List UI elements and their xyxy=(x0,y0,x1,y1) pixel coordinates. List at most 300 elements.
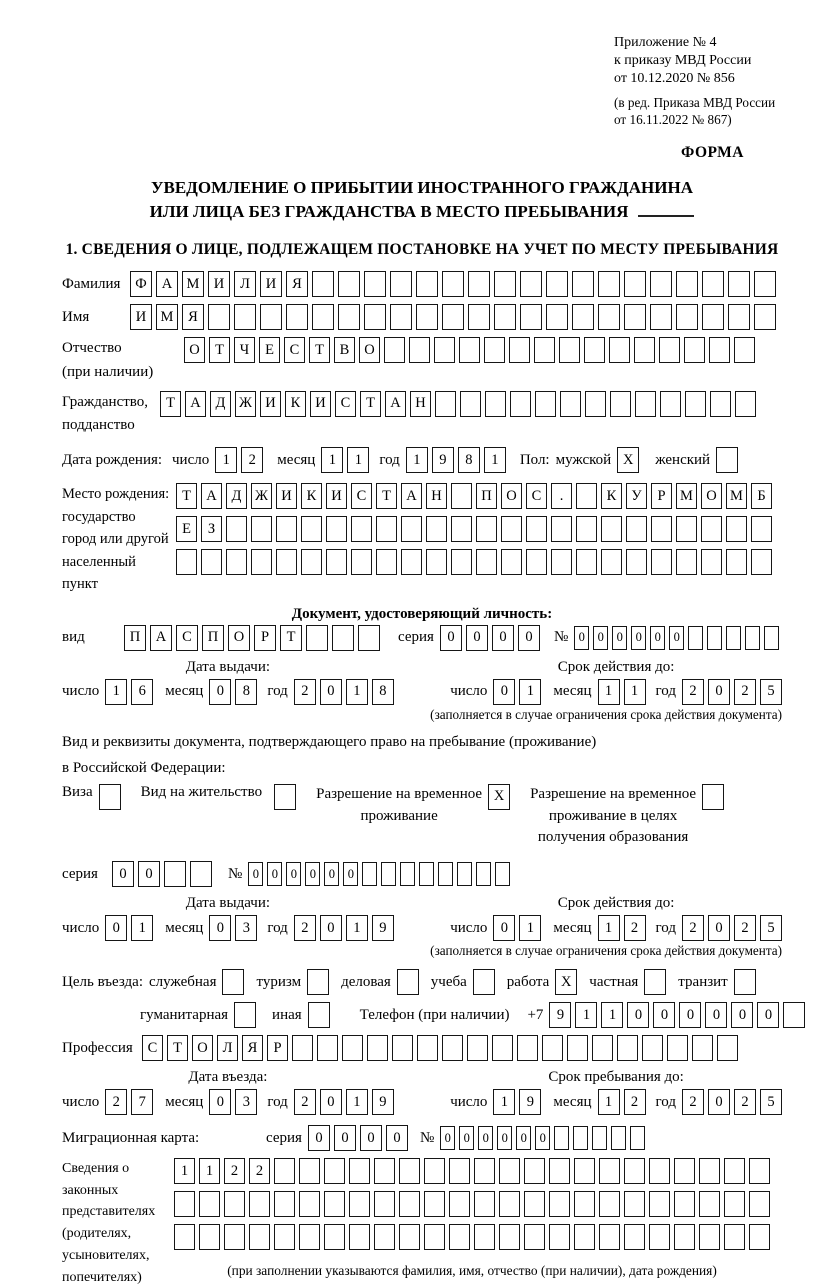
char-cell[interactable]: Т xyxy=(376,483,397,509)
permit-series-cells[interactable] xyxy=(112,861,212,887)
char-cell[interactable]: А xyxy=(401,483,422,509)
char-cell[interactable]: К xyxy=(285,391,306,417)
surname-cells[interactable] xyxy=(130,271,776,297)
char-cell[interactable] xyxy=(364,304,386,330)
char-cell[interactable]: А xyxy=(201,483,222,509)
char-cell[interactable]: 1 xyxy=(598,1089,620,1115)
char-cell[interactable] xyxy=(332,625,354,651)
char-cell[interactable]: В xyxy=(334,337,355,363)
char-cell[interactable] xyxy=(520,304,542,330)
char-cell[interactable] xyxy=(749,1158,770,1184)
char-cell[interactable] xyxy=(676,304,698,330)
char-cell[interactable]: И xyxy=(130,304,152,330)
char-cell[interactable] xyxy=(401,549,422,575)
char-cell[interactable] xyxy=(474,1158,495,1184)
char-cell[interactable] xyxy=(559,337,580,363)
char-cell[interactable] xyxy=(364,271,386,297)
char-cell[interactable] xyxy=(692,1035,713,1061)
char-cell[interactable]: Т xyxy=(360,391,381,417)
migration-number-cells[interactable] xyxy=(440,1126,645,1150)
char-cell[interactable] xyxy=(324,1158,345,1184)
char-cell[interactable] xyxy=(392,1035,413,1061)
char-cell[interactable]: Б xyxy=(751,483,772,509)
char-cell[interactable] xyxy=(399,1224,420,1250)
permit-number-cells[interactable] xyxy=(248,862,510,886)
char-cell[interactable] xyxy=(599,1224,620,1250)
char-cell[interactable] xyxy=(592,1126,607,1150)
char-cell[interactable]: И xyxy=(276,483,297,509)
char-cell[interactable]: О xyxy=(192,1035,213,1061)
birth-day-cells[interactable] xyxy=(215,447,263,473)
birthplace-cells-row3[interactable] xyxy=(176,549,772,575)
char-cell[interactable] xyxy=(390,271,412,297)
char-cell[interactable]: С xyxy=(284,337,305,363)
doc-number-cells[interactable] xyxy=(574,626,779,650)
char-cell[interactable] xyxy=(520,271,542,297)
visa-checkbox[interactable] xyxy=(99,784,121,810)
char-cell[interactable]: 0 xyxy=(679,1002,701,1028)
char-cell[interactable]: 2 xyxy=(682,679,704,705)
char-cell[interactable] xyxy=(674,1224,695,1250)
char-cell[interactable]: 0 xyxy=(267,862,282,886)
char-cell[interactable] xyxy=(301,516,322,542)
char-cell[interactable] xyxy=(624,1158,645,1184)
birth-month-cells[interactable] xyxy=(321,447,369,473)
char-cell[interactable] xyxy=(451,516,472,542)
birthplace-cells-row1[interactable] xyxy=(176,483,772,509)
char-cell[interactable] xyxy=(324,1224,345,1250)
char-cell[interactable] xyxy=(460,391,481,417)
char-cell[interactable]: Н xyxy=(426,483,447,509)
char-cell[interactable] xyxy=(726,549,747,575)
char-cell[interactable]: 0 xyxy=(492,625,514,651)
permit-issue-year-cells[interactable] xyxy=(294,915,394,941)
char-cell[interactable] xyxy=(451,483,472,509)
char-cell[interactable] xyxy=(551,549,572,575)
char-cell[interactable] xyxy=(276,516,297,542)
char-cell[interactable] xyxy=(424,1191,445,1217)
char-cell[interactable]: 1 xyxy=(346,679,368,705)
char-cell[interactable]: 0 xyxy=(343,862,358,886)
char-cell[interactable] xyxy=(226,516,247,542)
char-cell[interactable]: С xyxy=(526,483,547,509)
char-cell[interactable] xyxy=(292,1035,313,1061)
char-cell[interactable]: 5 xyxy=(760,1089,782,1115)
char-cell[interactable] xyxy=(390,304,412,330)
char-cell[interactable] xyxy=(724,1191,745,1217)
char-cell[interactable]: 2 xyxy=(249,1158,270,1184)
doc-issue-year-cells[interactable] xyxy=(294,679,394,705)
char-cell[interactable] xyxy=(424,1158,445,1184)
char-cell[interactable] xyxy=(342,1035,363,1061)
char-cell[interactable] xyxy=(400,862,415,886)
char-cell[interactable] xyxy=(611,1126,626,1150)
doc-valid-month-cells[interactable] xyxy=(598,679,646,705)
char-cell[interactable] xyxy=(717,1035,738,1061)
char-cell[interactable] xyxy=(601,549,622,575)
char-cell[interactable]: 2 xyxy=(734,915,756,941)
char-cell[interactable] xyxy=(451,549,472,575)
char-cell[interactable]: 0 xyxy=(440,625,462,651)
char-cell[interactable]: 0 xyxy=(360,1125,382,1151)
char-cell[interactable] xyxy=(726,516,747,542)
char-cell[interactable]: 0 xyxy=(593,626,608,650)
char-cell[interactable]: К xyxy=(301,483,322,509)
char-cell[interactable] xyxy=(649,1224,670,1250)
char-cell[interactable] xyxy=(426,516,447,542)
char-cell[interactable]: 0 xyxy=(466,625,488,651)
char-cell[interactable]: 0 xyxy=(209,1089,231,1115)
char-cell[interactable]: Т xyxy=(176,483,197,509)
char-cell[interactable] xyxy=(474,1191,495,1217)
char-cell[interactable]: Я xyxy=(242,1035,263,1061)
permit-issue-day-cells[interactable] xyxy=(105,915,153,941)
char-cell[interactable]: С xyxy=(176,625,198,651)
char-cell[interactable] xyxy=(251,549,272,575)
char-cell[interactable]: 2 xyxy=(734,679,756,705)
char-cell[interactable]: 8 xyxy=(372,679,394,705)
stay-month-cells[interactable] xyxy=(598,1089,646,1115)
char-cell[interactable] xyxy=(468,304,490,330)
char-cell[interactable] xyxy=(299,1224,320,1250)
char-cell[interactable] xyxy=(494,304,516,330)
char-cell[interactable] xyxy=(274,1191,295,1217)
char-cell[interactable] xyxy=(409,337,430,363)
char-cell[interactable]: 0 xyxy=(516,1126,531,1150)
char-cell[interactable] xyxy=(426,549,447,575)
char-cell[interactable]: 0 xyxy=(669,626,684,650)
char-cell[interactable]: 8 xyxy=(458,447,480,473)
char-cell[interactable] xyxy=(524,1158,545,1184)
char-cell[interactable] xyxy=(650,271,672,297)
char-cell[interactable] xyxy=(701,516,722,542)
char-cell[interactable]: 2 xyxy=(624,1089,646,1115)
char-cell[interactable]: 0 xyxy=(705,1002,727,1028)
char-cell[interactable] xyxy=(526,549,547,575)
char-cell[interactable]: О xyxy=(701,483,722,509)
char-cell[interactable]: Ч xyxy=(234,337,255,363)
char-cell[interactable]: М xyxy=(726,483,747,509)
char-cell[interactable] xyxy=(534,337,555,363)
char-cell[interactable]: 9 xyxy=(519,1089,541,1115)
char-cell[interactable]: К xyxy=(601,483,622,509)
char-cell[interactable] xyxy=(702,271,724,297)
migration-series-cells[interactable] xyxy=(308,1125,408,1151)
char-cell[interactable] xyxy=(685,391,706,417)
char-cell[interactable] xyxy=(338,271,360,297)
char-cell[interactable] xyxy=(435,391,456,417)
char-cell[interactable]: 0 xyxy=(731,1002,753,1028)
char-cell[interactable]: 2 xyxy=(241,447,263,473)
char-cell[interactable] xyxy=(572,271,594,297)
purpose-other-checkbox[interactable] xyxy=(308,1002,330,1028)
char-cell[interactable] xyxy=(299,1191,320,1217)
char-cell[interactable]: П xyxy=(476,483,497,509)
char-cell[interactable] xyxy=(251,516,272,542)
char-cell[interactable]: 1 xyxy=(519,679,541,705)
char-cell[interactable] xyxy=(384,337,405,363)
char-cell[interactable]: Я xyxy=(286,271,308,297)
entry-month-cells[interactable] xyxy=(209,1089,257,1115)
char-cell[interactable] xyxy=(572,304,594,330)
char-cell[interactable] xyxy=(551,516,572,542)
char-cell[interactable]: 9 xyxy=(372,915,394,941)
char-cell[interactable] xyxy=(286,304,308,330)
char-cell[interactable] xyxy=(524,1224,545,1250)
char-cell[interactable] xyxy=(399,1158,420,1184)
char-cell[interactable] xyxy=(501,549,522,575)
char-cell[interactable] xyxy=(749,1191,770,1217)
char-cell[interactable]: Т xyxy=(309,337,330,363)
char-cell[interactable] xyxy=(449,1224,470,1250)
char-cell[interactable] xyxy=(174,1191,195,1217)
char-cell[interactable] xyxy=(349,1158,370,1184)
char-cell[interactable]: 2 xyxy=(294,1089,316,1115)
char-cell[interactable] xyxy=(599,1158,620,1184)
char-cell[interactable] xyxy=(416,271,438,297)
char-cell[interactable] xyxy=(649,1191,670,1217)
char-cell[interactable]: 5 xyxy=(760,915,782,941)
char-cell[interactable] xyxy=(234,304,256,330)
char-cell[interactable] xyxy=(208,304,230,330)
char-cell[interactable] xyxy=(724,1224,745,1250)
char-cell[interactable]: 0 xyxy=(386,1125,408,1151)
char-cell[interactable]: 2 xyxy=(294,679,316,705)
char-cell[interactable] xyxy=(249,1191,270,1217)
char-cell[interactable] xyxy=(326,516,347,542)
char-cell[interactable]: 0 xyxy=(248,862,263,886)
char-cell[interactable]: Р xyxy=(254,625,276,651)
char-cell[interactable] xyxy=(573,1126,588,1150)
char-cell[interactable] xyxy=(367,1035,388,1061)
char-cell[interactable] xyxy=(651,516,672,542)
char-cell[interactable]: 0 xyxy=(518,625,540,651)
char-cell[interactable] xyxy=(164,861,186,887)
char-cell[interactable] xyxy=(751,549,772,575)
char-cell[interactable] xyxy=(274,1224,295,1250)
char-cell[interactable]: 0 xyxy=(305,862,320,886)
char-cell[interactable] xyxy=(351,549,372,575)
char-cell[interactable]: С xyxy=(142,1035,163,1061)
doc-valid-year-cells[interactable] xyxy=(682,679,782,705)
char-cell[interactable]: А xyxy=(156,271,178,297)
char-cell[interactable] xyxy=(598,304,620,330)
patronymic-cells[interactable] xyxy=(184,337,755,363)
temp-residence-checkbox[interactable]: X xyxy=(488,784,510,810)
char-cell[interactable] xyxy=(176,549,197,575)
char-cell[interactable] xyxy=(517,1035,538,1061)
char-cell[interactable] xyxy=(338,304,360,330)
char-cell[interactable]: 1 xyxy=(519,915,541,941)
char-cell[interactable]: 1 xyxy=(321,447,343,473)
female-checkbox[interactable] xyxy=(716,447,738,473)
char-cell[interactable] xyxy=(434,337,455,363)
char-cell[interactable]: 8 xyxy=(235,679,257,705)
char-cell[interactable]: Ж xyxy=(235,391,256,417)
char-cell[interactable] xyxy=(374,1191,395,1217)
char-cell[interactable]: У xyxy=(626,483,647,509)
char-cell[interactable] xyxy=(492,1035,513,1061)
char-cell[interactable]: 0 xyxy=(708,1089,730,1115)
char-cell[interactable] xyxy=(576,516,597,542)
char-cell[interactable] xyxy=(560,391,581,417)
char-cell[interactable] xyxy=(226,549,247,575)
char-cell[interactable]: 0 xyxy=(757,1002,779,1028)
char-cell[interactable] xyxy=(499,1191,520,1217)
char-cell[interactable] xyxy=(688,626,703,650)
char-cell[interactable] xyxy=(707,626,722,650)
char-cell[interactable] xyxy=(610,391,631,417)
purpose-transit-checkbox[interactable] xyxy=(734,969,756,995)
char-cell[interactable] xyxy=(676,271,698,297)
representatives-cells-row3[interactable] xyxy=(174,1224,770,1250)
char-cell[interactable]: 1 xyxy=(174,1158,195,1184)
char-cell[interactable]: С xyxy=(351,483,372,509)
char-cell[interactable]: 0 xyxy=(653,1002,675,1028)
profession-cells[interactable] xyxy=(142,1035,738,1061)
char-cell[interactable] xyxy=(549,1158,570,1184)
char-cell[interactable]: Я xyxy=(182,304,204,330)
char-cell[interactable] xyxy=(509,337,530,363)
char-cell[interactable] xyxy=(751,516,772,542)
char-cell[interactable] xyxy=(576,549,597,575)
char-cell[interactable] xyxy=(535,391,556,417)
temp-residence-education-checkbox[interactable] xyxy=(702,784,724,810)
char-cell[interactable] xyxy=(546,271,568,297)
char-cell[interactable] xyxy=(459,337,480,363)
char-cell[interactable] xyxy=(585,391,606,417)
char-cell[interactable] xyxy=(501,516,522,542)
char-cell[interactable]: 1 xyxy=(601,1002,623,1028)
char-cell[interactable]: 1 xyxy=(131,915,153,941)
char-cell[interactable] xyxy=(574,1191,595,1217)
char-cell[interactable] xyxy=(726,626,741,650)
char-cell[interactable]: Н xyxy=(410,391,431,417)
char-cell[interactable]: 0 xyxy=(708,915,730,941)
char-cell[interactable] xyxy=(381,862,396,886)
permit-issue-month-cells[interactable] xyxy=(209,915,257,941)
char-cell[interactable]: 3 xyxy=(235,915,257,941)
char-cell[interactable] xyxy=(524,1191,545,1217)
permit-valid-day-cells[interactable] xyxy=(493,915,541,941)
char-cell[interactable] xyxy=(702,304,724,330)
char-cell[interactable]: И xyxy=(260,271,282,297)
birthplace-cells-row2[interactable] xyxy=(176,516,772,542)
entry-day-cells[interactable] xyxy=(105,1089,153,1115)
char-cell[interactable] xyxy=(174,1224,195,1250)
char-cell[interactable] xyxy=(351,516,372,542)
doc-series-cells[interactable] xyxy=(440,625,540,651)
char-cell[interactable]: 1 xyxy=(484,447,506,473)
char-cell[interactable] xyxy=(754,304,776,330)
char-cell[interactable] xyxy=(676,516,697,542)
char-cell[interactable] xyxy=(626,516,647,542)
char-cell[interactable] xyxy=(201,549,222,575)
char-cell[interactable] xyxy=(630,1126,645,1150)
char-cell[interactable]: Р xyxy=(267,1035,288,1061)
char-cell[interactable] xyxy=(449,1158,470,1184)
permit-valid-year-cells[interactable] xyxy=(682,915,782,941)
char-cell[interactable] xyxy=(699,1224,720,1250)
char-cell[interactable] xyxy=(274,1158,295,1184)
char-cell[interactable] xyxy=(659,337,680,363)
stay-day-cells[interactable] xyxy=(493,1089,541,1115)
char-cell[interactable]: 0 xyxy=(320,679,342,705)
char-cell[interactable]: . xyxy=(551,483,572,509)
char-cell[interactable] xyxy=(674,1158,695,1184)
char-cell[interactable] xyxy=(190,861,212,887)
char-cell[interactable]: 1 xyxy=(347,447,369,473)
char-cell[interactable]: П xyxy=(202,625,224,651)
char-cell[interactable] xyxy=(554,1126,569,1150)
char-cell[interactable] xyxy=(576,483,597,509)
char-cell[interactable]: 0 xyxy=(308,1125,330,1151)
doc-type-cells[interactable] xyxy=(124,625,380,651)
char-cell[interactable]: М xyxy=(156,304,178,330)
char-cell[interactable]: 0 xyxy=(334,1125,356,1151)
char-cell[interactable] xyxy=(764,626,779,650)
char-cell[interactable] xyxy=(724,1158,745,1184)
char-cell[interactable] xyxy=(276,549,297,575)
char-cell[interactable] xyxy=(476,549,497,575)
char-cell[interactable]: Л xyxy=(217,1035,238,1061)
char-cell[interactable]: 1 xyxy=(105,679,127,705)
char-cell[interactable]: Ф xyxy=(130,271,152,297)
char-cell[interactable]: 0 xyxy=(320,1089,342,1115)
char-cell[interactable] xyxy=(710,391,731,417)
char-cell[interactable] xyxy=(667,1035,688,1061)
char-cell[interactable] xyxy=(749,1224,770,1250)
purpose-humanitarian-checkbox[interactable] xyxy=(234,1002,256,1028)
char-cell[interactable]: 7 xyxy=(131,1089,153,1115)
purpose-work-checkbox[interactable]: X xyxy=(555,969,577,995)
char-cell[interactable]: Р xyxy=(651,483,672,509)
char-cell[interactable] xyxy=(624,271,646,297)
char-cell[interactable]: А xyxy=(150,625,172,651)
char-cell[interactable] xyxy=(745,626,760,650)
char-cell[interactable] xyxy=(699,1158,720,1184)
phone-cells[interactable] xyxy=(549,1002,805,1028)
char-cell[interactable] xyxy=(438,862,453,886)
char-cell[interactable] xyxy=(476,862,491,886)
char-cell[interactable] xyxy=(599,1191,620,1217)
char-cell[interactable] xyxy=(728,271,750,297)
char-cell[interactable] xyxy=(299,1158,320,1184)
char-cell[interactable]: Д xyxy=(226,483,247,509)
char-cell[interactable] xyxy=(301,549,322,575)
char-cell[interactable] xyxy=(442,1035,463,1061)
char-cell[interactable]: 0 xyxy=(650,626,665,650)
char-cell[interactable]: 2 xyxy=(105,1089,127,1115)
char-cell[interactable] xyxy=(474,1224,495,1250)
char-cell[interactable]: О xyxy=(184,337,205,363)
char-cell[interactable]: 0 xyxy=(631,626,646,650)
char-cell[interactable]: А xyxy=(185,391,206,417)
char-cell[interactable]: Т xyxy=(280,625,302,651)
birth-year-cells[interactable] xyxy=(406,447,506,473)
char-cell[interactable] xyxy=(754,271,776,297)
char-cell[interactable]: М xyxy=(676,483,697,509)
permit-valid-month-cells[interactable] xyxy=(598,915,646,941)
purpose-official-checkbox[interactable] xyxy=(222,969,244,995)
char-cell[interactable]: 0 xyxy=(478,1126,493,1150)
char-cell[interactable]: 1 xyxy=(493,1089,515,1115)
char-cell[interactable]: 0 xyxy=(138,861,160,887)
char-cell[interactable] xyxy=(376,516,397,542)
char-cell[interactable] xyxy=(735,391,756,417)
char-cell[interactable] xyxy=(510,391,531,417)
char-cell[interactable] xyxy=(442,304,464,330)
